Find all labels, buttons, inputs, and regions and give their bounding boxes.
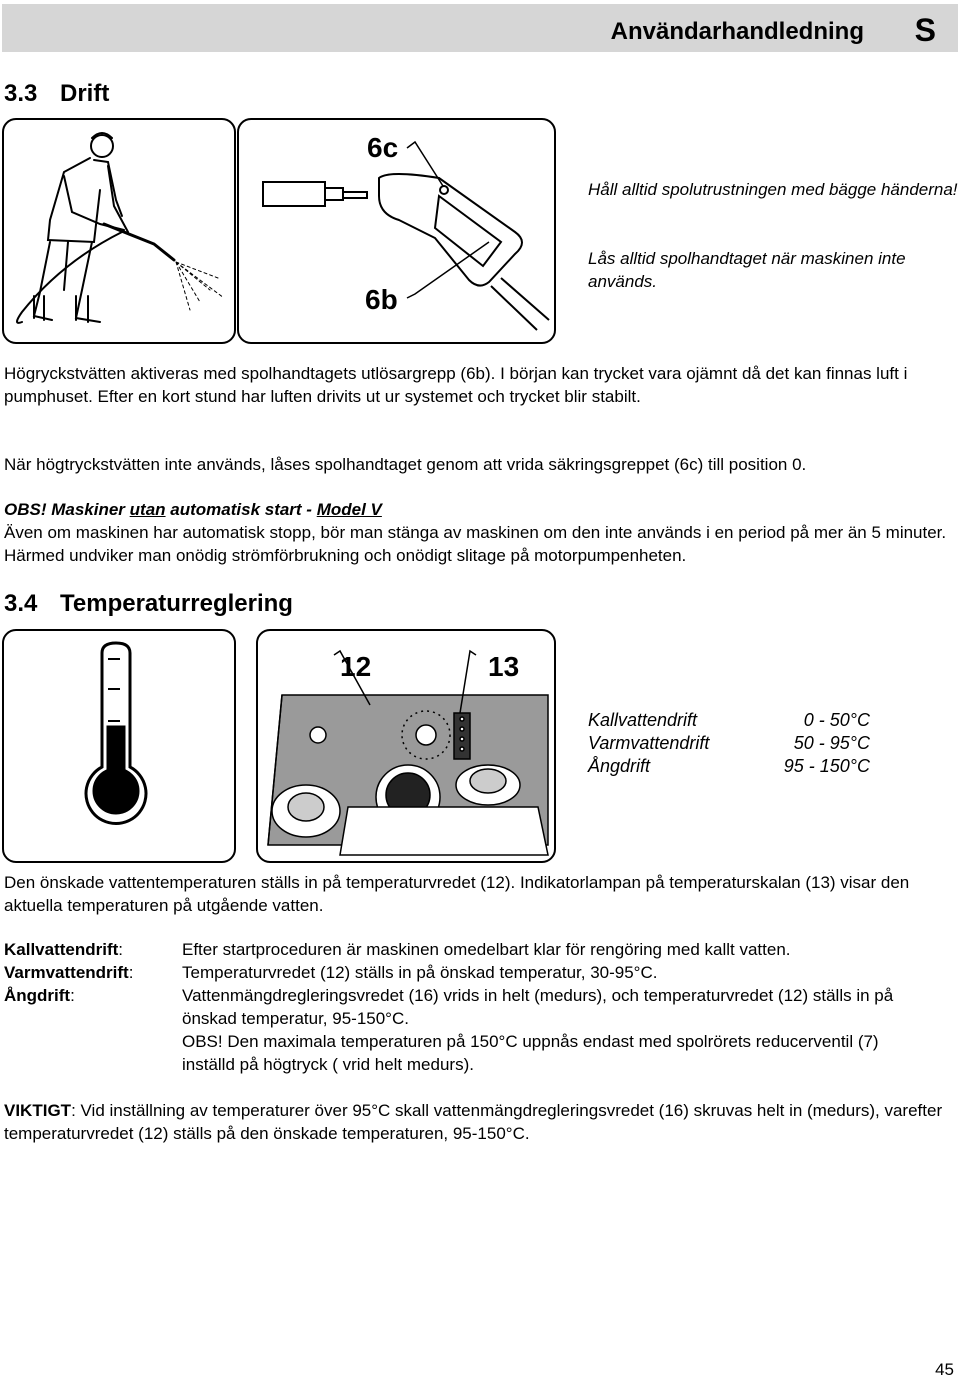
label-13: 13: [488, 651, 520, 682]
term-description-obs: OBS! Den maximala temperaturen på 150°C uppnås endast med spolrörets reducerventil (7) inställd på högtryck ( vrid helt medurs).: [182, 1032, 879, 1074]
mode-range: 0 - 50°C: [803, 710, 870, 730]
operating-modes-list: [4, 938, 912, 1076]
operator-illustration: [2, 118, 236, 344]
mode-name: Varmvattendrift: [588, 733, 710, 753]
important-note: [4, 1099, 954, 1145]
section-heading-temperature: [4, 590, 293, 618]
label-12: 12: [340, 651, 372, 682]
person-spraying-icon: [4, 120, 234, 342]
label-6b: 6b: [365, 284, 398, 315]
header-title: Användarhandledning: [610, 18, 864, 45]
important-label: VIKTIGT: [4, 1101, 72, 1120]
term-colon: :: [70, 986, 75, 1005]
table-row: [588, 709, 870, 732]
obs-heading: [4, 498, 954, 521]
table-row: [588, 755, 870, 778]
term-description-main: Vattenmängdregleringsvredet (16) vrids in helt (medurs), och temperaturvredet (12) ställs in på önskad temperatur, 95-150°C.: [182, 986, 894, 1028]
list-item: [4, 984, 912, 1076]
important-text: : Vid inställning av temperaturer över 95°C skall vattenmängdregleringsvredet (16) skruvas helt in (medurs), varefter temperaturvredet (12) ställs på den önskade temperaturen, 95-150°C.: [4, 1101, 943, 1143]
mode-range: 50 - 95°C: [793, 733, 870, 753]
obs-title-utan: utan: [129, 500, 166, 519]
control-panel-illustration: [256, 629, 556, 863]
obs-title-part: Maskiner: [46, 500, 130, 519]
temperature-range-table: [588, 709, 870, 778]
obs-title-model: Model V: [316, 500, 382, 519]
list-item: [4, 961, 912, 984]
table-row: [588, 732, 870, 755]
thermometer-illustration: [2, 629, 236, 863]
label-6c: 6c: [367, 132, 399, 163]
section-number: 3.4: [4, 590, 38, 617]
temperature-paragraph: Den önskade vattentemperaturen ställs in på temperaturvredet (12). Indikatorlampan på temperaturskalan (13) visar den aktuella temperaturen på utgående vatten.: [4, 873, 910, 915]
obs-title-part: automatisk start -: [165, 500, 317, 519]
note-hold-both-hands: Håll alltid spolutrustningen med bägge händerna!: [588, 180, 958, 199]
term-description: Efter startproceduren är maskinen omedelbart klar för rengöring med kallt vatten.: [182, 940, 791, 959]
term: [4, 984, 182, 1076]
term: [4, 961, 182, 984]
list-item: [4, 938, 912, 961]
obs-prefix: OBS!: [4, 500, 47, 519]
page-header: [2, 4, 958, 52]
section-number: 3.3: [4, 80, 38, 107]
thermometer-icon: [4, 631, 234, 861]
mode-range: 95 - 150°C: [783, 756, 870, 776]
page-number: 45: [935, 1360, 954, 1379]
mode-name: Kallvattendrift: [588, 710, 698, 730]
drift-paragraph-2: När högtryckstvätten inte används, låses spolhandtaget genom att vrida säkringsgreppet (6c) till position 0.: [4, 455, 807, 474]
term-colon: :: [128, 963, 134, 982]
term: [4, 938, 182, 961]
term-colon: :: [118, 940, 124, 959]
term-name: Varmvattendrift: [4, 963, 129, 982]
mode-name: Ångdrift: [588, 756, 651, 776]
header-language: S: [914, 12, 936, 48]
term-description: Temperaturvredet (12) ställs in på önskad temperatur, 30-95°C.: [182, 963, 658, 982]
spray-gun-detail: [237, 118, 556, 344]
section-title: Temperaturreglering: [60, 590, 293, 617]
term-name: Kallvattendrift: [4, 940, 119, 959]
obs-text: Även om maskinen har automatisk stopp, bör man stänga av maskinen om den inte används i en period på mer än 5 minuter. Härmed undviker man onödig strömförbrukning och onödigt slitage på motorpumpenheten.: [4, 523, 947, 565]
drift-paragraph-1: Högryckstvätten aktiveras med spolhandtagets utlösargrepp (6b). I början kan trycket vara ojämnt då det kan finnas luft i pumphuset. Efter en kort stund har luften drivits ut ur systemet och trycket blir stabilt.: [4, 364, 908, 406]
term-description: [182, 984, 912, 1076]
note-lock-handle: Lås alltid spolhandtaget när maskinen inte används.: [588, 249, 906, 291]
section-heading-drift: [4, 80, 109, 108]
term-name: Ångdrift: [4, 986, 71, 1005]
section-title: Drift: [60, 80, 110, 107]
